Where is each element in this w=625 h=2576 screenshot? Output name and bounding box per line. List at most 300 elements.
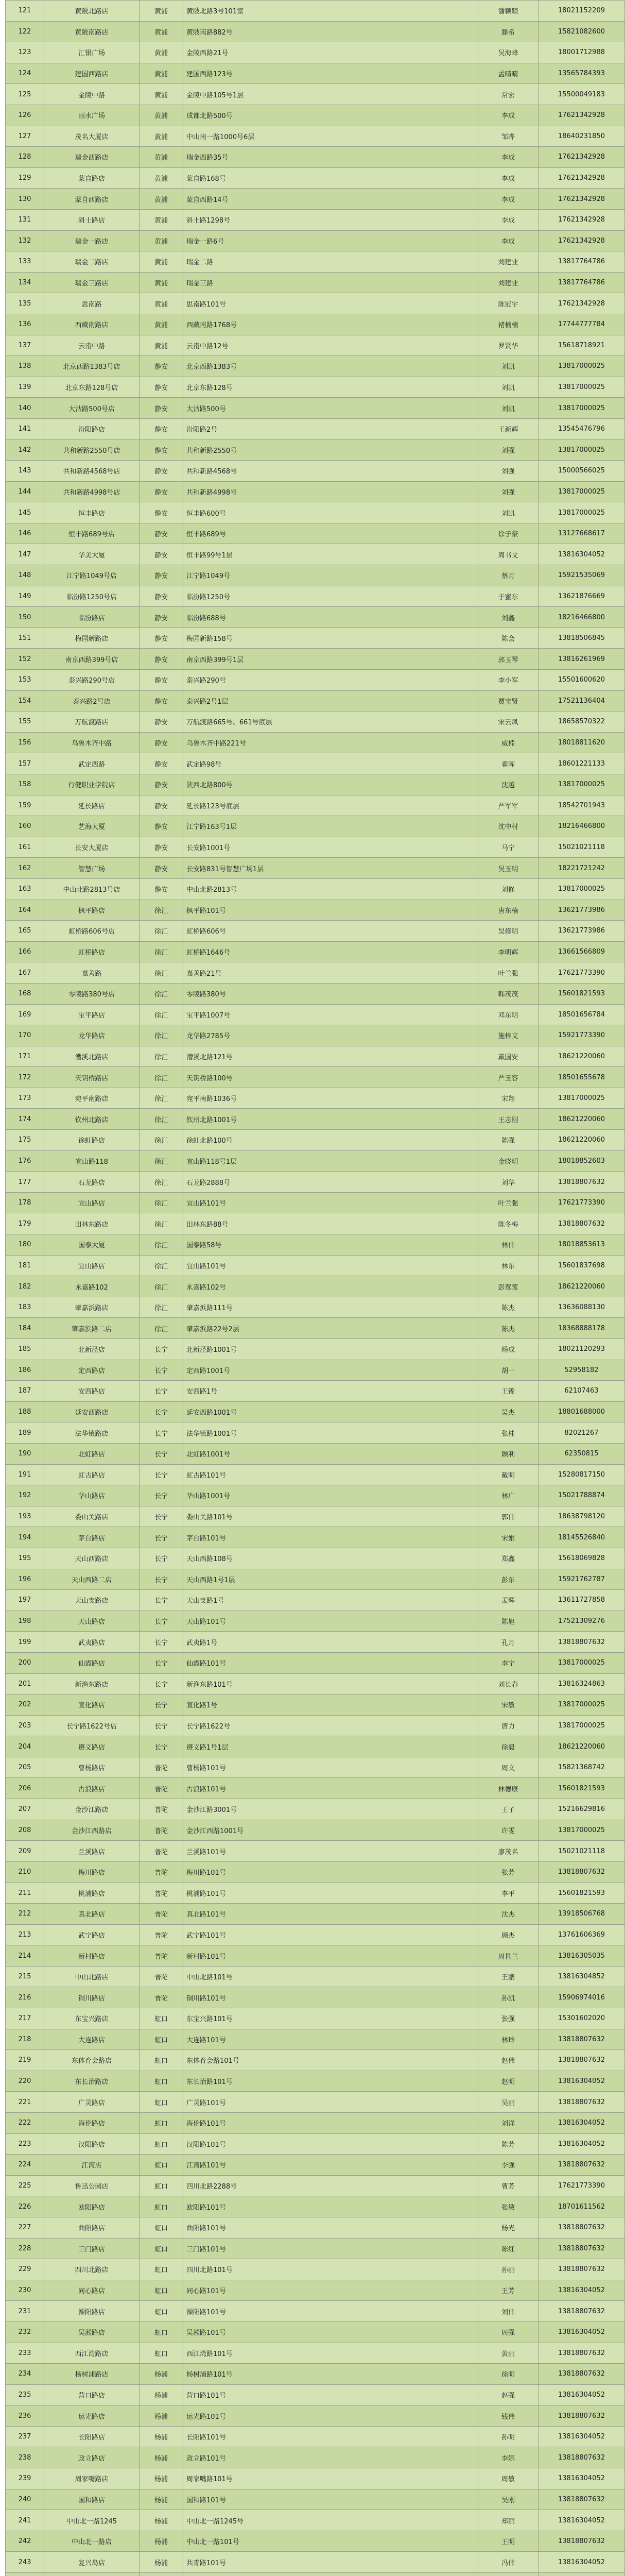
- table-row: [6, 2384, 625, 2405]
- store-name: 长宁路1622号店: [44, 1715, 140, 1736]
- row-index: 123: [6, 42, 44, 63]
- contact-phone: 18021120293: [539, 1339, 625, 1360]
- store-name: 茂名大厦店: [44, 126, 140, 147]
- row-index: 243: [6, 2552, 44, 2573]
- contact-phone: 13817764786: [539, 272, 625, 293]
- table-row: [6, 2321, 625, 2343]
- store-address: 大连路101号: [183, 2029, 478, 2050]
- store-name: 思南路: [44, 293, 140, 314]
- district: 徐汇: [140, 983, 183, 1004]
- contact-name: 赵伟: [478, 2050, 539, 2071]
- contact-phone: 15501600620: [539, 670, 625, 691]
- store-address: 法华镇路1001号: [183, 1422, 478, 1444]
- district: 普陀: [140, 1904, 183, 1925]
- table-row: [6, 1799, 625, 1820]
- district: 杨浦: [140, 2447, 183, 2468]
- district: 静安: [140, 816, 183, 837]
- row-index: 238: [6, 2447, 44, 2468]
- district: 长宁: [140, 1652, 183, 1673]
- row-index: 164: [6, 900, 44, 921]
- district: 普陀: [140, 1799, 183, 1820]
- contact-name: 林伟: [478, 1234, 539, 1256]
- district: 黄浦: [140, 167, 183, 189]
- store-name: 国和路店: [44, 2489, 140, 2510]
- table-row: [6, 356, 625, 377]
- contact-name: [478, 2573, 539, 2576]
- contact-phone: 13816304052: [539, 2510, 625, 2531]
- store-name: 宝平路店: [44, 1004, 140, 1025]
- store-address: 延安西路1001号: [183, 1401, 478, 1422]
- district: 徐汇: [140, 1297, 183, 1318]
- table-row: [6, 1150, 625, 1172]
- contact-phone: 13817000025: [539, 774, 625, 795]
- contact-name: 吴玉明: [478, 858, 539, 879]
- store-address: 武宁路101号: [183, 1924, 478, 1945]
- table-row: [6, 481, 625, 502]
- contact-phone: 15618718921: [539, 335, 625, 356]
- table-row: [6, 126, 625, 147]
- district: 静安: [140, 586, 183, 607]
- row-index: 186: [6, 1360, 44, 1381]
- store-name: 恒丰路689号店: [44, 523, 140, 544]
- store-name: 宜山路店: [44, 1255, 140, 1276]
- store-name: 延安西路店: [44, 1401, 140, 1422]
- contact-phone: 18621220060: [539, 1109, 625, 1130]
- table-row: [6, 418, 625, 439]
- store-name: 桃浦路店: [44, 1883, 140, 1904]
- store-name: 铜川路店: [44, 1987, 140, 2008]
- table-row: [6, 1276, 625, 1297]
- contact-name: 王新辉: [478, 418, 539, 439]
- row-index: 226: [6, 2196, 44, 2217]
- district: 杨浦: [140, 2364, 183, 2385]
- district: 静安: [140, 732, 183, 753]
- store-address: 武夷路1号: [183, 1632, 478, 1653]
- row-index: 189: [6, 1422, 44, 1444]
- contact-phone: 13817000025: [539, 1820, 625, 1841]
- store-name: 云南中路: [44, 335, 140, 356]
- table-row: [6, 2468, 625, 2489]
- district: 黄浦: [140, 209, 183, 230]
- row-index: 183: [6, 1297, 44, 1318]
- store-name: 虹桥路606号店: [44, 921, 140, 942]
- store-address: 东宝兴路101号: [183, 2008, 478, 2029]
- district: 普陀: [140, 1966, 183, 1987]
- store-address: 虹古路101号: [183, 1464, 478, 1485]
- contact-name: 李成: [478, 230, 539, 251]
- contact-name: 褚楠楠: [478, 314, 539, 335]
- contact-name: 刘洋: [478, 2112, 539, 2133]
- table-row: [6, 2050, 625, 2071]
- contact-name: 刘强: [478, 439, 539, 461]
- contact-phone: 13818807632: [539, 2405, 625, 2427]
- row-index: 222: [6, 2112, 44, 2133]
- district: 长宁: [140, 1443, 183, 1464]
- row-index: 196: [6, 1569, 44, 1590]
- store-address: 金沙江西路1001号: [183, 1820, 478, 1841]
- contact-phone: 13818807632: [539, 2238, 625, 2259]
- row-index: 187: [6, 1381, 44, 1402]
- district: 普陀: [140, 1861, 183, 1883]
- contact-name: 徐明: [478, 2364, 539, 2385]
- store-address: 蒙自西路14号: [183, 189, 478, 210]
- district: 虹口: [140, 2301, 183, 2322]
- contact-name: 许雯: [478, 1820, 539, 1841]
- district: 黄浦: [140, 105, 183, 126]
- table-row: [6, 2175, 625, 2196]
- contact-phone: 13816304052: [539, 2552, 625, 2573]
- store-address: 恒丰路99号1层: [183, 544, 478, 565]
- store-address: 梅川路101号: [183, 1861, 478, 1883]
- store-address: 中山北路2813号: [183, 878, 478, 900]
- row-index: 151: [6, 628, 44, 649]
- contact-name: 周敏: [478, 2468, 539, 2489]
- contact-phone: 13818807632: [539, 2092, 625, 2113]
- store-address: 龙华路2785号: [183, 1025, 478, 1046]
- store-name: 丽水广场: [44, 105, 140, 126]
- table-row: [6, 1757, 625, 1778]
- table-row: [6, 1861, 625, 1883]
- contact-phone: 17621342928: [539, 209, 625, 230]
- store-name: 长阳路店: [44, 2426, 140, 2447]
- contact-phone: 13818506845: [539, 628, 625, 649]
- store-address: 金陵中路105号1层: [183, 84, 478, 105]
- store-name: 东宝兴路店: [44, 2008, 140, 2029]
- contact-phone: 13127668617: [539, 523, 625, 544]
- contact-phone: 13565784393: [539, 63, 625, 84]
- contact-phone: 13817000025: [539, 878, 625, 900]
- contact-name: 陈冠宇: [478, 293, 539, 314]
- row-index: 147: [6, 544, 44, 565]
- contact-name: 陈冬梅: [478, 1213, 539, 1234]
- table-row: [6, 1652, 625, 1673]
- row-index: 181: [6, 1255, 44, 1276]
- district: 黄浦: [140, 272, 183, 293]
- table-row: [6, 837, 625, 858]
- contact-phone: 52958182: [539, 1360, 625, 1381]
- store-name: 建国西路店: [44, 63, 140, 84]
- table-row: [6, 1109, 625, 1130]
- store-name: 艺海大厦: [44, 816, 140, 837]
- contact-name: 胡一: [478, 1360, 539, 1381]
- contact-phone: 13818807632: [539, 1213, 625, 1234]
- table-row: [6, 377, 625, 398]
- table-row: [6, 1213, 625, 1234]
- contact-name: 张敏: [478, 2196, 539, 2217]
- table-row: [6, 2196, 625, 2217]
- store-address: 田林东路88号: [183, 1213, 478, 1234]
- table-row: [6, 1234, 625, 1256]
- contact-phone: 13816304052: [539, 2426, 625, 2447]
- store-address: 肇嘉浜路22号2层: [183, 1318, 478, 1339]
- store-name: 共和新路4568号店: [44, 461, 140, 482]
- table-row: [6, 2364, 625, 2385]
- district: 徐汇: [140, 1255, 183, 1276]
- contact-phone: 17621342928: [539, 293, 625, 314]
- store-address: 延长路123号底层: [183, 795, 478, 816]
- table-row: [6, 105, 625, 126]
- contact-name: 周世兰: [478, 1945, 539, 1967]
- store-name: 真北路店: [44, 1904, 140, 1925]
- row-index: 122: [6, 21, 44, 42]
- store-name: 北京西路1383号店: [44, 356, 140, 377]
- row-index: 127: [6, 126, 44, 147]
- contact-name: 李小军: [478, 670, 539, 691]
- store-address: 天山西路1号1层: [183, 1569, 478, 1590]
- contact-phone: 15821368742: [539, 1757, 625, 1778]
- store-address: 周家嘴路101号: [183, 2468, 478, 2489]
- row-index: 133: [6, 251, 44, 273]
- store-name: 瑞金三路店: [44, 272, 140, 293]
- contact-name: 沈中村: [478, 816, 539, 837]
- district: 黄浦: [140, 42, 183, 63]
- row-index: 223: [6, 2133, 44, 2155]
- district: 静安: [140, 502, 183, 523]
- table-row: [6, 21, 625, 42]
- district: 静安: [140, 878, 183, 900]
- store-address: 陕西北路800号: [183, 774, 478, 795]
- contact-name: 沈杰: [478, 1904, 539, 1925]
- table-row: [6, 1987, 625, 2008]
- store-address: 定西路1001号: [183, 1360, 478, 1381]
- contact-phone: 18221721242: [539, 858, 625, 879]
- table-row: [6, 1422, 625, 1444]
- store-name: 华美大厦: [44, 544, 140, 565]
- store-table: [5, 0, 625, 2576]
- district: 杨浦: [140, 2468, 183, 2489]
- contact-phone: 13818807632: [539, 2217, 625, 2238]
- row-index: 224: [6, 2155, 44, 2176]
- store-name: 斜土路店: [44, 209, 140, 230]
- row-index: 156: [6, 732, 44, 753]
- row-index: 140: [6, 398, 44, 419]
- district: 黄浦: [140, 335, 183, 356]
- store-address: 宛平南路1036号: [183, 1088, 478, 1109]
- contact-name: 周文: [478, 1757, 539, 1778]
- contact-name: 周书文: [478, 544, 539, 565]
- table-row: [6, 1694, 625, 1716]
- store-name: 田林东路店: [44, 1213, 140, 1234]
- district: 静安: [140, 439, 183, 461]
- district: 虹口: [140, 2196, 183, 2217]
- row-index: 163: [6, 878, 44, 900]
- table-row: [6, 2071, 625, 2092]
- store-address: 新渔东路101号: [183, 1673, 478, 1694]
- contact-phone: 15500049183: [539, 84, 625, 105]
- row-index: 132: [6, 230, 44, 251]
- contact-phone: 18621220060: [539, 1736, 625, 1757]
- store-name: 共和新路4998号店: [44, 481, 140, 502]
- district: 静安: [140, 858, 183, 879]
- store-name: 乌鲁木齐中路: [44, 732, 140, 753]
- row-index: 134: [6, 272, 44, 293]
- store-name: [44, 2573, 140, 2576]
- table-row: [6, 1611, 625, 1632]
- table-row: [6, 1025, 625, 1046]
- contact-phone: 13818807632: [539, 2155, 625, 2176]
- row-index: 205: [6, 1757, 44, 1778]
- table-row: [6, 900, 625, 921]
- store-address: 东长治路101号: [183, 2071, 478, 2092]
- contact-phone: 18542701943: [539, 795, 625, 816]
- row-index: 144: [6, 481, 44, 502]
- row-index: 229: [6, 2259, 44, 2280]
- contact-phone: 18621220060: [539, 1276, 625, 1297]
- contact-phone: 17621342928: [539, 230, 625, 251]
- contact-name: 陈强: [478, 1130, 539, 1151]
- contact-phone: 18701611562: [539, 2196, 625, 2217]
- store-name: 蒙自西路店: [44, 189, 140, 210]
- contact-phone: 18638798120: [539, 1506, 625, 1527]
- district: 徐汇: [140, 1130, 183, 1151]
- row-index: 138: [6, 356, 44, 377]
- store-name: 梅川路店: [44, 1861, 140, 1883]
- table-row: [6, 1548, 625, 1569]
- row-index: 232: [6, 2321, 44, 2343]
- district: 长宁: [140, 1464, 183, 1485]
- row-index: 201: [6, 1673, 44, 1694]
- table-row: [6, 1004, 625, 1025]
- row-index: 172: [6, 1067, 44, 1088]
- contact-phone: 13817764786: [539, 251, 625, 273]
- row-index: 165: [6, 921, 44, 942]
- store-name: 蒙自路店: [44, 167, 140, 189]
- district: 黄浦: [140, 189, 183, 210]
- table-row: [6, 1088, 625, 1109]
- store-name: 武定西路: [44, 753, 140, 774]
- contact-phone: 13816261969: [539, 649, 625, 670]
- store-address: 北新泾路1001号: [183, 1339, 478, 1360]
- table-row: [6, 1569, 625, 1590]
- contact-phone: 13817000025: [539, 1088, 625, 1109]
- contact-name: 刘华: [478, 1172, 539, 1193]
- district: 徐汇: [140, 1213, 183, 1234]
- district: 长宁: [140, 1569, 183, 1590]
- row-index: 168: [6, 983, 44, 1004]
- district: 虹口: [140, 2092, 183, 2113]
- store-name: 江湾店: [44, 2155, 140, 2176]
- table-row: [6, 1401, 625, 1422]
- contact-name: 刘长春: [478, 1673, 539, 1694]
- district: 黄浦: [140, 147, 183, 168]
- table-row: [6, 941, 625, 962]
- store-name: 虹桥路店: [44, 941, 140, 962]
- store-address: 四川北路101号: [183, 2259, 478, 2280]
- district: 普陀: [140, 1924, 183, 1945]
- contact-phone: 13621773986: [539, 921, 625, 942]
- row-index: 241: [6, 2510, 44, 2531]
- contact-name: 韩茂茂: [478, 983, 539, 1004]
- store-address: 瑞金二路: [183, 251, 478, 273]
- row-index: 180: [6, 1234, 44, 1256]
- district: 长宁: [140, 1527, 183, 1548]
- table-row: [6, 1067, 625, 1088]
- store-name: 古浪路店: [44, 1778, 140, 1799]
- contact-name: 李成: [478, 189, 539, 210]
- table-row: [6, 544, 625, 565]
- contact-phone: 13818807632: [539, 2364, 625, 2385]
- contact-name: 林玲: [478, 2029, 539, 2050]
- table-row: [6, 2426, 625, 2447]
- store-name: 泰兴路2号店: [44, 690, 140, 711]
- district: 长宁: [140, 1339, 183, 1360]
- store-name: 营口路店: [44, 2384, 140, 2405]
- contact-phone: 13621876669: [539, 586, 625, 607]
- table-row: [6, 1443, 625, 1464]
- row-index: 166: [6, 941, 44, 962]
- store-address: 营口路101号: [183, 2384, 478, 2405]
- contact-name: 吴丽: [478, 2092, 539, 2113]
- store-name: 吴淞路店: [44, 2321, 140, 2343]
- row-index: 193: [6, 1506, 44, 1527]
- store-address: 欧阳路101号: [183, 2196, 478, 2217]
- contact-name: 刘凯: [478, 502, 539, 523]
- store-address: 黄陂北路3号101室: [183, 1, 478, 22]
- store-address: 嘉善路21号: [183, 962, 478, 984]
- store-name: 永嘉路102: [44, 1276, 140, 1297]
- district: 静安: [140, 523, 183, 544]
- contact-name: 蔡月: [478, 565, 539, 586]
- contact-phone: 18501656784: [539, 1004, 625, 1025]
- contact-phone: 17621773390: [539, 2175, 625, 2196]
- store-name: 曹杨路店: [44, 1757, 140, 1778]
- store-address: 北京西路1383号: [183, 356, 478, 377]
- contact-phone: 13817000025: [539, 502, 625, 523]
- store-address: 桃浦路101号: [183, 1883, 478, 1904]
- store-address: 建国西路123号: [183, 63, 478, 84]
- table-row: [6, 2155, 625, 2176]
- contact-phone: 13817000025: [539, 1652, 625, 1673]
- district: 长宁: [140, 1381, 183, 1402]
- store-name: 黄陂南路店: [44, 21, 140, 42]
- table-row: [6, 314, 625, 335]
- district: 普陀: [140, 1757, 183, 1778]
- table-row: [6, 1506, 625, 1527]
- store-name: 新渔东路店: [44, 1673, 140, 1694]
- row-index: 206: [6, 1778, 44, 1799]
- table-row: [6, 1841, 625, 1862]
- table-row: [6, 962, 625, 984]
- district: 虹口: [140, 2280, 183, 2301]
- contact-name: 王锦: [478, 1381, 539, 1402]
- row-index: 198: [6, 1611, 44, 1632]
- store-name: 宣化路店: [44, 1694, 140, 1716]
- store-address: 万航渡路665号、661号底层: [183, 711, 478, 733]
- contact-name: 吴杰: [478, 1401, 539, 1422]
- store-address: 兰溪路101号: [183, 1841, 478, 1862]
- table-row: [6, 1590, 625, 1611]
- contact-phone: 13818807632: [539, 2531, 625, 2552]
- contact-name: 戴国安: [478, 1046, 539, 1067]
- contact-phone: 13816304052: [539, 2280, 625, 2301]
- district: 静安: [140, 565, 183, 586]
- contact-phone: 18621220060: [539, 1130, 625, 1151]
- row-index: 171: [6, 1046, 44, 1067]
- row-index: 136: [6, 314, 44, 335]
- contact-phone: 15301602020: [539, 2008, 625, 2029]
- contact-name: 林广: [478, 1485, 539, 1506]
- store-name: 四川北路店: [44, 2259, 140, 2280]
- row-index: 217: [6, 2008, 44, 2029]
- district: 徐汇: [140, 1234, 183, 1256]
- table-row: [6, 502, 625, 523]
- contact-phone: 15021021118: [539, 837, 625, 858]
- contact-name: 严玉容: [478, 1067, 539, 1088]
- contact-phone: 17621773390: [539, 962, 625, 984]
- row-index: 240: [6, 2489, 44, 2510]
- contact-phone: 13817000025: [539, 1715, 625, 1736]
- row-index: 143: [6, 461, 44, 482]
